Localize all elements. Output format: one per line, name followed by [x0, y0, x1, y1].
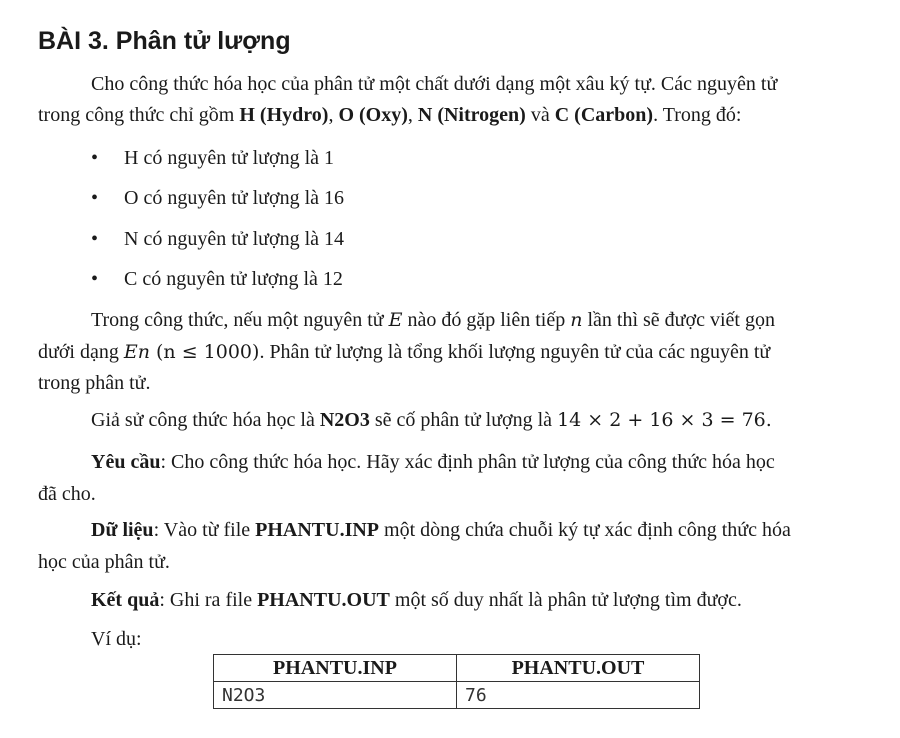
element-nitrogen: N (Nitrogen) — [417, 104, 526, 126]
bullet-icon: • — [91, 187, 99, 209]
column-header-output: PHANTU.OUT — [457, 655, 700, 682]
table-header-row — [214, 655, 700, 682]
bullet-icon: • — [91, 147, 99, 169]
bullet-icon: • — [91, 268, 99, 290]
paragraph-output: Kết quả: Ghi ra file PHANTU.OUT một số duy nhất là phân tử lượng tìm được. — [91, 589, 742, 611]
list-item: C có nguyên tử lượng là 12 — [124, 268, 343, 290]
paragraph-input-line-1: Dữ liệu: Vào từ file PHANTU.INP một dòng chứa chuỗi ký tự xác định công thức hóa — [91, 519, 791, 541]
table-row — [214, 682, 700, 709]
bullet-icon: • — [91, 228, 99, 250]
paragraph-requirement-line-2: đã cho. — [38, 483, 96, 505]
paragraph-intro-line-1: Cho công thức hóa học của phân tử một chất dưới dạng một xâu ký tự. Các nguyên tử — [91, 73, 778, 95]
element-hydro: H (Hydro) — [239, 104, 329, 126]
cell-output-value: 76 — [457, 682, 700, 709]
problem-title: BÀI 3. Phân tử lượng — [38, 27, 291, 55]
column-header-input: PHANTU.INP — [214, 655, 457, 682]
paragraph-compact-line-3: trong phân tử. — [38, 372, 151, 394]
element-carbon: C (Carbon) — [554, 104, 654, 126]
list-item: N có nguyên tử lượng là 14 — [124, 228, 344, 250]
paragraph-requirement-line-1: Yêu cầu: Cho công thức hóa học. Hãy xác định phân tử lượng của công thức hóa học — [91, 451, 775, 473]
element-oxy: O (Oxy) — [338, 104, 408, 126]
paragraph-compact-line-1: Trong công thức, nếu một nguyên tử E nào đó gặp liên tiếp n lần thì sẽ được viết gọn — [91, 309, 775, 331]
list-item: O có nguyên tử lượng là 16 — [124, 187, 344, 209]
cell-input-value: N2O3 — [214, 682, 457, 709]
paragraph-input-line-2: học của phân tử. — [38, 551, 170, 573]
requirement-label: Yêu cầu — [91, 451, 161, 473]
paragraph-intro-line-2: trong công thức chỉ gồm H (Hydro), O (Oxy), N (Nitrogen) và C (Carbon). Trong đó: — [38, 104, 742, 126]
paragraph-compact-line-2: dưới dạng En (n ≤ 1000). Phân tử lượng là tổng khối lượng nguyên tử của các nguyên tử — [38, 341, 771, 363]
paragraph-example-formula: Giả sử công thức hóa học là N2O3 sẽ cố phân tử lượng là 14 × 2 + 16 × 3 = 76. — [91, 409, 772, 431]
list-item: H có nguyên tử lượng là 1 — [124, 147, 334, 169]
input-label: Dữ liệu — [91, 519, 154, 541]
example-table — [213, 654, 700, 709]
example-label: Ví dụ: — [91, 628, 142, 650]
output-label: Kết quả — [91, 589, 160, 611]
